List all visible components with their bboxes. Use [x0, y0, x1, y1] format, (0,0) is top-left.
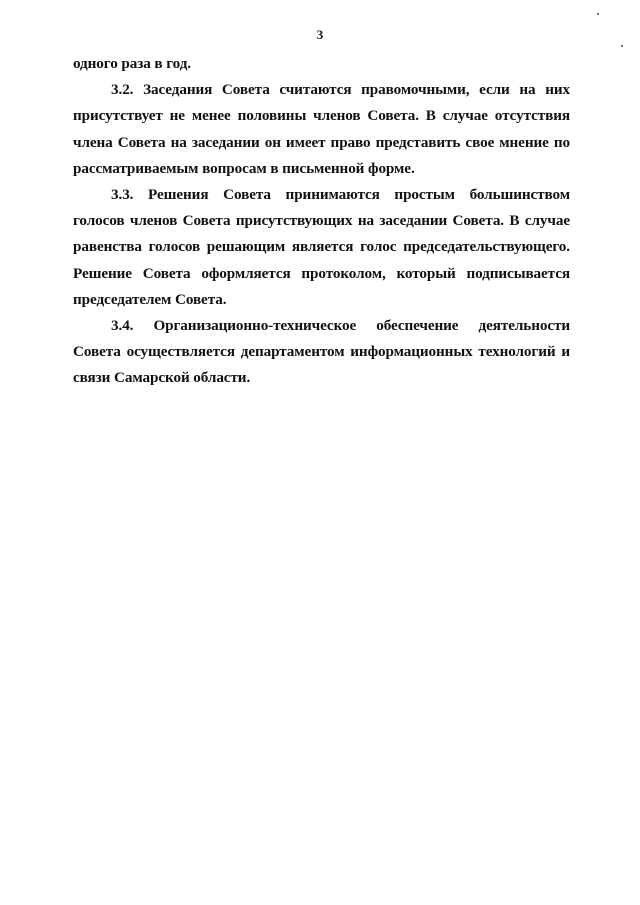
paragraph-3-3: 3.3. Решения Совета принимаются простым большинством голосов членов Совета присутствующих на заседании Совета. В случае равенства голосов решающим является голос председательствующего. Решение Совета оформляется протоколом, который подписывается председателем Совета.	[73, 186, 570, 308]
scan-speck	[597, 13, 599, 15]
page-number: 3	[316, 27, 324, 42]
paragraph-continuation: одного раза в год.	[73, 55, 191, 72]
paragraph-3-4: 3.4. Организационно-техническое обеспечение деятельности Совета осуществляется департаментом информационных технологий и связи Самарской области.	[73, 317, 570, 387]
scan-speck	[621, 45, 623, 47]
body-text	[73, 51, 570, 392]
paragraph-3-2: 3.2. Заседания Совета считаются правомочными, если на них присутствует не менее половины членов Совета. В случае отсутствия члена Совета на заседании он имеет право представить свое мнение по рассматриваемым вопросам в письменной форме.	[73, 81, 570, 177]
